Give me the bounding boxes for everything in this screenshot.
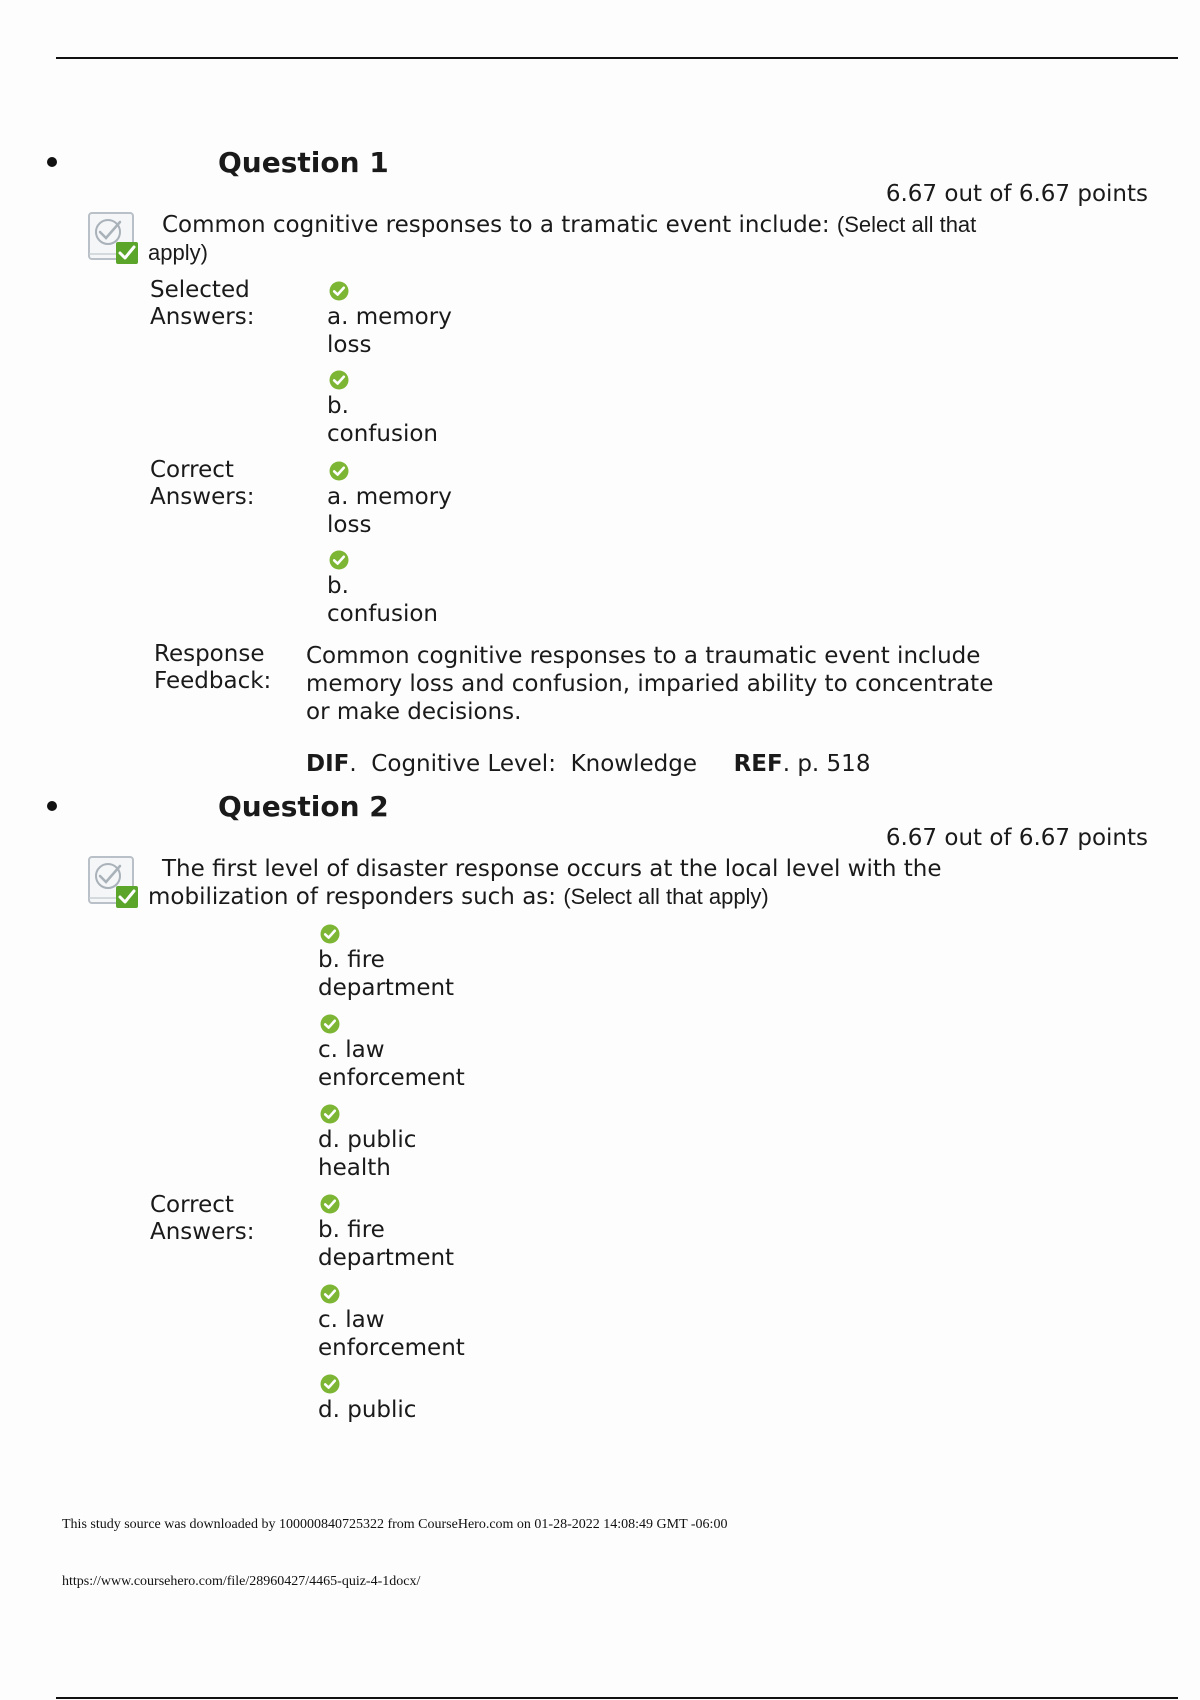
bullet	[47, 157, 57, 167]
check-circle-icon	[320, 1104, 340, 1124]
question-points: 6.67 out of 6.67 points	[885, 825, 1148, 851]
question-text	[148, 211, 1008, 267]
correct-answer	[318, 1284, 518, 1362]
answer-text: a. memory loss	[327, 484, 452, 538]
question-points: 6.67 out of 6.67 points	[885, 181, 1148, 207]
selected-answers-label: Selected Answers:	[150, 277, 255, 330]
selected-answer	[318, 1104, 518, 1182]
answer-text: c. law enforcement	[318, 1307, 465, 1361]
question-title: Question 1	[218, 146, 389, 179]
download-note: This study source was downloaded by 100000840725322 from CourseHero.com on 01-28-2022 14:08:49 GMT -06:00	[62, 1517, 728, 1532]
question-text-main: Common cognitive responses to a tramatic event include:	[162, 212, 837, 238]
correct-answers-label: Correct Answers:	[150, 1192, 255, 1245]
check-circle-icon	[320, 1014, 340, 1034]
question-title: Question 2	[218, 790, 389, 823]
bullet	[47, 801, 57, 811]
answer-text: a. memory loss	[327, 304, 452, 358]
check-circle-icon	[320, 1194, 340, 1214]
check-circle-icon	[320, 1374, 340, 1394]
correct-answer	[327, 461, 527, 539]
selected-answer	[318, 1014, 518, 1092]
response-feedback: Common cognitive responses to a traumatic event include memory loss and confusion, imparied ability to concentrate or make decisions.	[306, 643, 994, 725]
selected-answer	[327, 370, 527, 448]
top-rule	[56, 57, 1178, 59]
bottom-rule	[56, 1697, 1178, 1699]
answer-text: b. confusion	[327, 393, 438, 447]
question-metadata	[306, 751, 870, 777]
ref-label: REF	[733, 751, 783, 777]
check-circle-icon	[329, 370, 349, 390]
correct-answer	[327, 550, 527, 628]
ref-text: . p. 518	[782, 751, 871, 777]
source-url[interactable]: https://www.coursehero.com/file/28960427/4465-quiz-4-1docx/	[62, 1574, 421, 1589]
correct-answer	[318, 1374, 518, 1424]
answer-text: b. fire department	[318, 1217, 455, 1271]
answer-text: c. law enforcement	[318, 1037, 465, 1091]
correct-answer	[318, 1194, 518, 1272]
check-circle-icon	[329, 461, 349, 481]
check-circle-icon	[320, 924, 340, 944]
answer-text: b. fire department	[318, 947, 455, 1001]
selected-answer	[327, 281, 527, 359]
check-circle-icon	[320, 1284, 340, 1304]
response-feedback-label: Response Feedback:	[154, 641, 272, 694]
graded-correct-icon	[86, 854, 142, 910]
graded-correct-icon	[86, 210, 142, 266]
selected-answer	[318, 924, 518, 1002]
question-text-hint: (Select all that apply)	[563, 884, 769, 909]
question-text	[148, 855, 1008, 911]
check-circle-icon	[329, 550, 349, 570]
dif-label: DIF	[306, 751, 350, 777]
answer-text: d. public	[318, 1397, 417, 1423]
correct-answers-label: Correct Answers:	[150, 457, 255, 510]
check-circle-icon	[329, 281, 349, 301]
answer-text: d. public health	[318, 1127, 417, 1181]
answer-text: b. confusion	[327, 573, 438, 627]
dif-text: . Cognitive Level: Knowledge	[349, 751, 734, 777]
question-text-main: The first level of disaster response occurs at the local level with the mobilization of responders such as:	[148, 856, 942, 910]
question-text-hint: (Select all that apply)	[148, 212, 977, 265]
